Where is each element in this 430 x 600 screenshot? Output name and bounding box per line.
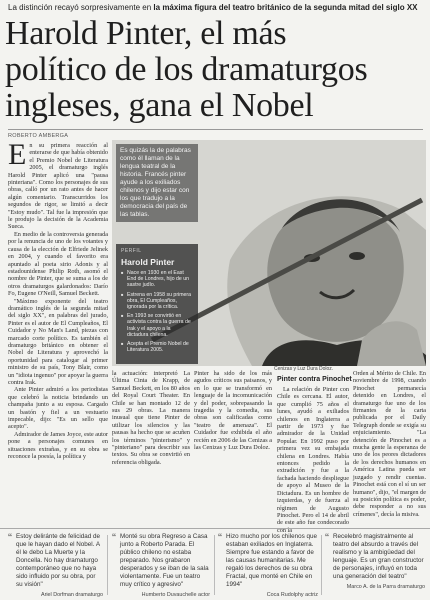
profile-box: [116, 244, 198, 364]
quote-card: [218, 533, 318, 598]
headline-line-2: político de los dramaturgos: [5, 51, 368, 88]
quote-author: Ariel Dorfman dramaturgo: [40, 592, 103, 598]
headline-rule: [8, 129, 423, 130]
paragraph: La relación de Pinter con Chile es cercana. El autor, que cumplió 75 años el lunes, ayudó a exiliados chilenos en Inglaterra a partir de 1973 y fue admirador de la Unidad Popular. En 1992 puso por primera vez su embajada chilena en Londres. Había entonces pedido la extradición y fue a la fachada haciendo despliegue de apoyo al Museo de la Dictadura. Es un hombre de izquierdas, y de fuerza al régimen de Augusto Pinochet. Pero el 14 de abril de este año fue condecorado con la: [277, 386, 349, 534]
quote-mark-icon: “: [8, 531, 12, 545]
article-column-4: [277, 386, 349, 534]
article-column-5: [353, 370, 426, 526]
quote-author: Coca Rudolphy actriz: [266, 592, 318, 598]
quote-mark-icon: “: [218, 531, 222, 545]
quote-card: [325, 533, 425, 590]
quotes-row: [0, 528, 430, 600]
photo-overlay-quote: Es quizás la de palabras como él llaman de la lengua teatral de la historia. Francés pinter ayude a los exiliados chilenos y dijo estar con los que tradujo a la democracia del país de las tablas.: [116, 144, 198, 222]
article-column-3: [194, 370, 272, 526]
quote-text: Recelebró magistralmente al teatro del absurdo a través del realismo y la ambigüedad del lenguaje. Es un gran constructor de personajes, influyó en toda una generación del teatro": [333, 533, 424, 580]
drop-cap: E: [8, 138, 27, 171]
kicker: [8, 3, 428, 12]
headline-line-3: ingleses, gana el Nobel: [5, 87, 314, 124]
quote-card: [112, 533, 210, 598]
divider: [321, 535, 322, 595]
profile-name: Harold Pinter: [121, 257, 175, 267]
headline: [5, 16, 425, 124]
headline-line-1: Harold Pinter, el más: [5, 15, 287, 52]
paragraph: Pinter ha sido de los más agudos críticos sus paisanos, y en lo que se transformó en lenguaje de la incomunicación y del poder, sobrepasando la tragedia y la comedia, sus obras son calificadas como "teatro de amenaza". El Cuidador fue exhibida el año recién en 2006 de las Cenizas a las Cenizas y Luz Dura Doloz.: [194, 370, 272, 452]
quote-text: Estoy deliránte de felicidad de que le hayan dado el Nobel. A él le debo La Muerte y la Doncella. No hay dramaturgo contemporáneo que no haya sido influido por su obra, por su visión": [16, 533, 101, 588]
paragraph: Admirador de James Joyce, este autor pone a personajes comunes en situaciones extrañas, y en su obra se reconoce la poesía, la política y: [8, 430, 108, 461]
quote-text: Hizo mucho por los chilenos que estaban exiliados en Inglaterra. Siempre fue estando a favor de las causas humanitarias. Me regaló los derechos de su obra Fractal, que monté en Chile en 1994": [226, 533, 318, 588]
article-column-2: [112, 370, 190, 526]
profile-tag: PERFIL: [121, 248, 142, 254]
article-column-1: [8, 138, 108, 526]
quote-text: Monté su obra Regreso a Casa junto a Roberto Parada. El público chileno no estaba preparado. Nos grabaron desperados y se iban de la sala violentamente. Fue un teatro muy crítico y agresivo": [120, 533, 209, 588]
photo-caption: Cenizas y Luz Dura Doloz.: [274, 366, 334, 372]
profile-item: ■ Acepta el Premio Nobel de Literatura 2005.: [121, 341, 193, 353]
kicker-bold: la máxima figura del teatro británico de la segunda mitad del siglo XX: [153, 3, 418, 12]
paragraph: n su primera reacción al enterarse de que había obtenido el Premio Nobel de Literatura 2005, el dramaturgo inglés Harold Pinter aplicó una "pausa pinteriana". Como los personajes de sus obras, calló por un rato antes de hacer algún comentario. Transcurridos los segundos de rigor, se limitó a decir "Estoy mudo". Tal fue la impresión que le produjo la decisión de la Academia Sueca.: [8, 142, 108, 231]
quote-mark-icon: “: [325, 531, 329, 545]
kicker-lead: La distinción recayó sorpresivamente en: [8, 3, 154, 12]
quote-card: [8, 533, 103, 598]
profile-item: ■ En 1993 se convirtió en activista contra la guerra de Irak y el apoyo a la dictadura chilena.: [121, 313, 193, 338]
divider: [107, 535, 108, 595]
byline: ROBERTO AMBERGA: [8, 133, 69, 139]
paragraph: Orden al Mérito de Chile. En noviembre de 1998, cuando Pinochet permanecía detenido en Londres, el dramaturgo fue uno de los firmantes de la carta publicada por el Daily Telegraph donde se exigía su enjuiciamiento. "La detención de Pinochet es a mucha gente la esperanza de uno de los peores dictadores de los derechos humanos en América Latina pueda ser juzgado y rendir cuentas. Pinochet está con el sí un ser humano", dijo, "el margen de su posición política es poder, debe responder a no sus crímenes", decía la misiva.: [353, 370, 426, 518]
profile-item: ■ Estrena en 1958 su primera obra, El Cumpleaños, ignorada por la crítica.: [121, 292, 193, 311]
paragraph: "Máximo exponente del teatro dramático inglés de la segunda mitad del siglo XX", en palabras del jurado, Pinter es el autor de El Cumpleaños, El Cuidador y No Man's Land, piezas con marcado corte político. Es también el dramaturgo británico en obtener el Nobel de Literatura y aprovechó la oportunidad para catalogar al primer ministro de su país, Tony Blair, como un "idiota ingenuo" por apoyar la guerra contra Irak.: [8, 297, 108, 386]
profile-item: ■ Nace en 1930 en el East End de Londres, hijo de un sastre judío.: [121, 270, 193, 289]
paragraph: Ante Pinter admiró a los periodistas que celebró la noticia brindando un champaña junto a su esposa. Cargado un bastón y fiel a un vestuario impecable, dijo: "Es un sello que acepto".: [8, 386, 108, 431]
quote-author: Humberto Duvauchelle actor: [141, 592, 210, 598]
quote-author: Marco A. de la Parra dramaturgo: [346, 584, 425, 590]
divider: [214, 535, 215, 595]
quote-mark-icon: “: [112, 531, 116, 545]
section-subhead: Pinter contra Pinochet: [277, 376, 352, 383]
paragraph: En medio de la controversia generada por la renuncia de uno de los votantes y causa de la elección de Elfriede Jelinek en 2004, y cuando el favorito era apuntado al poeta sirio Adonis y al estadounidense Philip Roth, asomó el nombre de Pinter, que se suma a los de otros dramaturgos galardonados: Darío Fo, Eugene O'Neill, Samuel Beckett.: [8, 230, 108, 298]
paragraph: la actuación: interpretó La Última Cinta de Krapp, de Samuel Beckett, en los 80 años del Royal Court Theater. En Chile se han montado 12 de sus 29 obras. La manera inusual que tiene Pinter de utilizar los silencios y las pausas ha hecho que se acuñen los términos "pinterismo" y "pinteriano" para describir sus textos. Su obra se convirtió en referencia obligada.: [112, 370, 190, 466]
